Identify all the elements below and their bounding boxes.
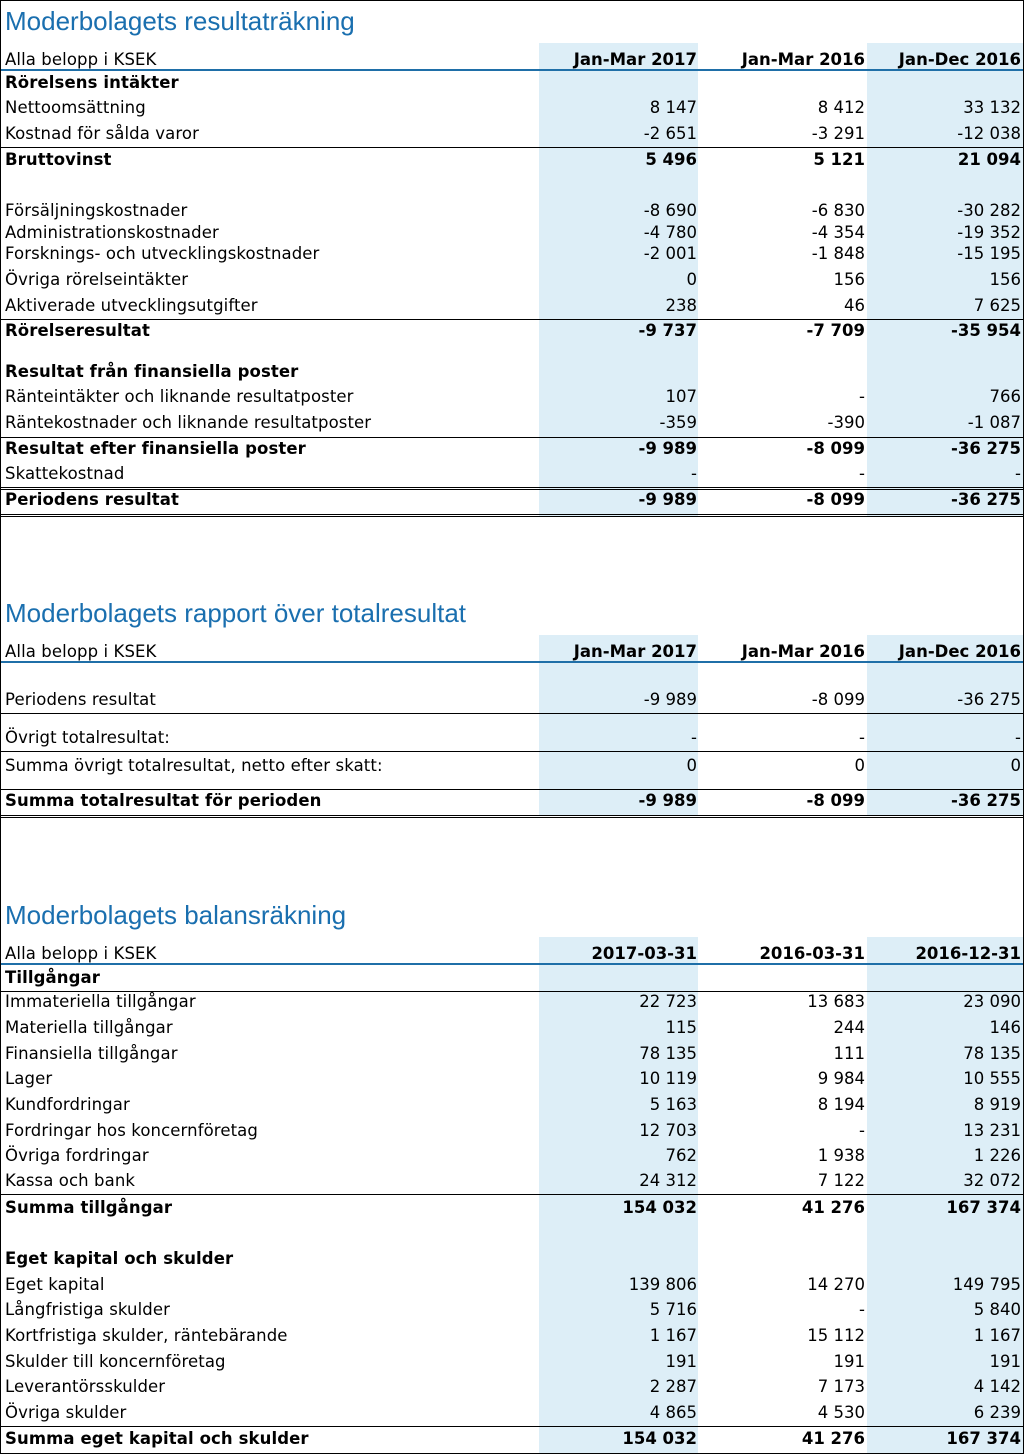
row-label: Kortfristiga skulder, räntebärande — [5, 1326, 288, 1345]
cell-value: -35 954 — [951, 321, 1021, 340]
row-label: Övrigt totalresultat: — [5, 728, 170, 747]
row-label: Nettoomsättning — [5, 98, 146, 117]
cell-value: -8 099 — [806, 490, 865, 509]
cell-value: 5 716 — [649, 1300, 697, 1319]
table-row — [1, 1398, 1023, 1422]
units-label: Alla belopp i KSEK — [5, 642, 157, 661]
table-row — [1, 265, 1023, 289]
row-label: Summa tillgångar — [5, 1198, 173, 1217]
header-rule — [1, 661, 1023, 663]
cell-value: -8 099 — [806, 791, 865, 810]
row-label: Ränteintäkter och liknande resultatposter — [5, 387, 354, 406]
cell-value: 115 — [665, 1018, 697, 1037]
cell-value: 8 194 — [817, 1095, 865, 1114]
cell-value: - — [1015, 728, 1021, 747]
table-row — [1, 459, 1023, 483]
table-row — [1, 1193, 1023, 1217]
cell-value: 4 530 — [817, 1403, 865, 1422]
cell-value: 0 — [1010, 756, 1021, 775]
cell-value: 111 — [833, 1044, 865, 1063]
column-header: Jan-Dec 2016 — [898, 642, 1021, 661]
table-row — [1, 93, 1023, 117]
cell-value: 41 276 — [801, 1198, 865, 1217]
cell-value: 154 032 — [622, 1429, 697, 1448]
row-label: Materiella tillgångar — [5, 1018, 173, 1037]
cell-value: 762 — [665, 1146, 697, 1165]
cell-value: -4 354 — [811, 223, 865, 242]
cell-value: -8 099 — [806, 439, 865, 458]
cell-value: -359 — [659, 413, 697, 432]
row-label: Administrationskostnader — [5, 223, 219, 242]
row-label: Kundfordringar — [5, 1095, 130, 1114]
table-row — [1, 1270, 1023, 1294]
column-header: Jan-Mar 2017 — [573, 50, 697, 69]
table-header — [1, 637, 1023, 661]
cell-value: -3 291 — [811, 124, 865, 143]
row-label: Summa totalresultat för perioden — [5, 791, 322, 810]
cell-value: -8 690 — [643, 201, 697, 220]
cell-value: - — [859, 728, 865, 747]
row-rule — [1, 713, 1023, 714]
cell-value: -8 099 — [811, 690, 865, 709]
cell-value: 156 — [833, 270, 865, 289]
row-label: Resultat efter finansiella poster — [5, 439, 306, 458]
cell-value: 24 312 — [639, 1171, 697, 1190]
cell-value: - — [859, 1300, 865, 1319]
income-statement — [1, 1, 1023, 521]
row-label: Summa övrigt totalresultat, netto efter skatt: — [5, 756, 383, 775]
cell-value: 191 — [833, 1352, 865, 1371]
table-row — [1, 434, 1023, 458]
cell-value: 5 163 — [649, 1095, 697, 1114]
cell-value: 0 — [854, 756, 865, 775]
table-row — [1, 723, 1023, 747]
cell-value: 13 683 — [807, 992, 865, 1011]
cell-value: 15 112 — [807, 1326, 865, 1345]
column-header: Jan-Mar 2016 — [741, 50, 865, 69]
cell-value: 5 121 — [813, 150, 865, 169]
table-row — [1, 1013, 1023, 1037]
cell-value: 139 806 — [628, 1275, 697, 1294]
table-row — [1, 1295, 1023, 1319]
row-label: Övriga fordringar — [5, 1146, 149, 1165]
cell-value: 167 374 — [946, 1429, 1021, 1448]
cell-value: 7 122 — [817, 1171, 865, 1190]
cell-value: 1 167 — [649, 1326, 697, 1345]
table-header — [1, 45, 1023, 69]
cell-value: 154 032 — [622, 1198, 697, 1217]
table-row — [1, 382, 1023, 406]
cell-value: 4 865 — [649, 1403, 697, 1422]
row-label: Summa eget kapital och skulder — [5, 1429, 309, 1448]
cell-value: 191 — [665, 1352, 697, 1371]
table-row — [1, 1166, 1023, 1190]
row-label: Aktiverade utvecklingsutgifter — [5, 296, 258, 315]
column-header: 2016-12-31 — [915, 944, 1021, 963]
cell-value: -390 — [827, 413, 865, 432]
row-label: Skulder till koncernföretag — [5, 1352, 226, 1371]
table-row — [1, 1347, 1023, 1371]
table-row — [1, 987, 1023, 1011]
row-label: Kassa och bank — [5, 1171, 136, 1190]
row-label: Rörelseresultat — [5, 321, 150, 340]
row-label: Fordringar hos koncernföretag — [5, 1121, 258, 1140]
table-row — [1, 1039, 1023, 1063]
table-row — [1, 786, 1023, 810]
row-label: Finansiella tillgångar — [5, 1044, 178, 1063]
column-header: 2017-03-31 — [591, 944, 697, 963]
table-row — [1, 1064, 1023, 1088]
cell-value: 2 287 — [649, 1377, 697, 1396]
row-label: Immateriella tillgångar — [5, 992, 196, 1011]
cell-value: 14 270 — [807, 1275, 865, 1294]
cell-value: 1 938 — [817, 1146, 865, 1165]
units-label: Alla belopp i KSEK — [5, 50, 157, 69]
cell-value: 244 — [833, 1018, 865, 1037]
cell-value: -9 989 — [643, 690, 697, 709]
section-title: Moderbolagets rapport över totalresultat — [5, 598, 467, 628]
section-title: Moderbolagets resultaträkning — [5, 6, 355, 36]
cell-value: 8 412 — [817, 98, 865, 117]
cell-value: 156 — [989, 270, 1021, 289]
table-row — [1, 751, 1023, 775]
cell-value: 238 — [665, 296, 697, 315]
cell-value: 0 — [686, 756, 697, 775]
cell-value: -2 651 — [643, 124, 697, 143]
cell-value: 5 496 — [645, 150, 697, 169]
cell-value: -19 352 — [957, 223, 1021, 242]
table-row — [1, 1141, 1023, 1165]
row-label: Eget kapital — [5, 1275, 105, 1294]
cell-value: 5 840 — [973, 1300, 1021, 1319]
cell-value: -1 087 — [967, 413, 1021, 432]
cell-value: 12 703 — [639, 1121, 697, 1140]
cell-value: 107 — [665, 387, 697, 406]
cell-value: -36 275 — [951, 490, 1021, 509]
row-label: Eget kapital och skulder — [5, 1249, 234, 1268]
cell-value: -4 780 — [643, 223, 697, 242]
row-label: Periodens resultat — [5, 490, 179, 509]
cell-value: 0 — [686, 270, 697, 289]
cell-value: 41 276 — [801, 1429, 865, 1448]
table-row — [1, 291, 1023, 315]
row-label: Räntekostnader och liknande resultatposter — [5, 413, 372, 432]
cell-value: 46 — [844, 296, 865, 315]
cell-value: -2 001 — [643, 244, 697, 263]
section-title: Moderbolagets balansräkning — [5, 900, 347, 930]
cell-value: - — [859, 387, 865, 406]
cell-value: 167 374 — [946, 1198, 1021, 1217]
double-rule — [1, 514, 1023, 517]
table-row — [1, 963, 1023, 987]
cell-value: -15 195 — [957, 244, 1021, 263]
cell-value: 23 090 — [963, 992, 1021, 1011]
row-label: Övriga skulder — [5, 1403, 127, 1422]
cell-value: 191 — [989, 1352, 1021, 1371]
cell-value: -36 275 — [951, 439, 1021, 458]
cell-value: 4 142 — [973, 1377, 1021, 1396]
row-label: Rörelsens intäkter — [5, 73, 179, 92]
balance-sheet — [1, 895, 1023, 1453]
cell-value: 766 — [989, 387, 1021, 406]
row-label: Skattekostnad — [5, 464, 125, 483]
table-header — [1, 939, 1023, 963]
cell-value: 8 919 — [973, 1095, 1021, 1114]
cell-value: 13 231 — [963, 1121, 1021, 1140]
table-row — [1, 357, 1023, 381]
cell-value: - — [859, 464, 865, 483]
cell-value: 7 173 — [817, 1377, 865, 1396]
column-header: Jan-Mar 2017 — [573, 642, 697, 661]
cell-value: -1 848 — [811, 244, 865, 263]
table-row — [1, 239, 1023, 263]
table-row — [1, 1090, 1023, 1114]
column-header: Jan-Dec 2016 — [898, 50, 1021, 69]
table-row — [1, 119, 1023, 143]
row-label: Periodens resultat — [5, 690, 156, 709]
row-label: Övriga rörelseintäkter — [5, 270, 189, 289]
cell-value: 22 723 — [639, 992, 697, 1011]
cell-value: -7 709 — [806, 321, 865, 340]
cell-value: 78 135 — [963, 1044, 1021, 1063]
cell-value: - — [691, 728, 697, 747]
cell-value: 10 555 — [963, 1069, 1021, 1088]
cell-value: -36 275 — [951, 791, 1021, 810]
cell-value: 32 072 — [963, 1171, 1021, 1190]
cell-value: 6 239 — [973, 1403, 1021, 1422]
units-label: Alla belopp i KSEK — [5, 944, 157, 963]
cell-value: 10 119 — [639, 1069, 697, 1088]
cell-value: -12 038 — [957, 124, 1021, 143]
row-label: Långfristiga skulder — [5, 1300, 170, 1319]
table-row — [1, 316, 1023, 340]
cell-value: 78 135 — [639, 1044, 697, 1063]
table-row — [1, 145, 1023, 169]
column-header: 2016-03-31 — [759, 944, 865, 963]
table-row — [1, 1372, 1023, 1396]
cell-value: - — [1015, 464, 1021, 483]
table-row — [1, 196, 1023, 220]
row-label: Forsknings- och utvecklingskostnader — [5, 244, 320, 263]
column-header: Jan-Mar 2016 — [741, 642, 865, 661]
cell-value: -30 282 — [957, 201, 1021, 220]
cell-value: 33 132 — [963, 98, 1021, 117]
row-label: Kostnad för sålda varor — [5, 124, 199, 143]
cell-value: 21 094 — [957, 150, 1021, 169]
cell-value: - — [859, 1121, 865, 1140]
table-row — [1, 1244, 1023, 1268]
row-label: Bruttovinst — [5, 150, 112, 169]
cell-value: -6 830 — [811, 201, 865, 220]
cell-value: -9 989 — [638, 439, 697, 458]
table-row — [1, 1116, 1023, 1140]
table-row — [1, 68, 1023, 92]
cell-value: - — [691, 464, 697, 483]
cell-value: 7 625 — [973, 296, 1021, 315]
cell-value: 1 167 — [973, 1326, 1021, 1345]
cell-value: 1 226 — [973, 1146, 1021, 1165]
row-label: Lager — [5, 1069, 53, 1088]
cell-value: 8 147 — [649, 98, 697, 117]
cell-value: -9 989 — [638, 791, 697, 810]
row-label: Tillgångar — [5, 968, 100, 987]
double-rule — [1, 815, 1023, 818]
comprehensive-income — [1, 593, 1023, 823]
row-label: Resultat från finansiella poster — [5, 362, 299, 381]
table-row — [1, 1321, 1023, 1345]
row-label: Leverantörsskulder — [5, 1377, 166, 1396]
table-row — [1, 485, 1023, 509]
cell-value: -9 737 — [638, 321, 697, 340]
cell-value: 146 — [989, 1018, 1021, 1037]
table-row — [1, 408, 1023, 432]
row-label: Försäljningskostnader — [5, 201, 188, 220]
cell-value: 149 795 — [952, 1275, 1021, 1294]
table-row — [1, 1424, 1023, 1448]
cell-value: -36 275 — [957, 690, 1021, 709]
table-row — [1, 685, 1023, 709]
cell-value: -9 989 — [638, 490, 697, 509]
cell-value: 9 984 — [817, 1069, 865, 1088]
